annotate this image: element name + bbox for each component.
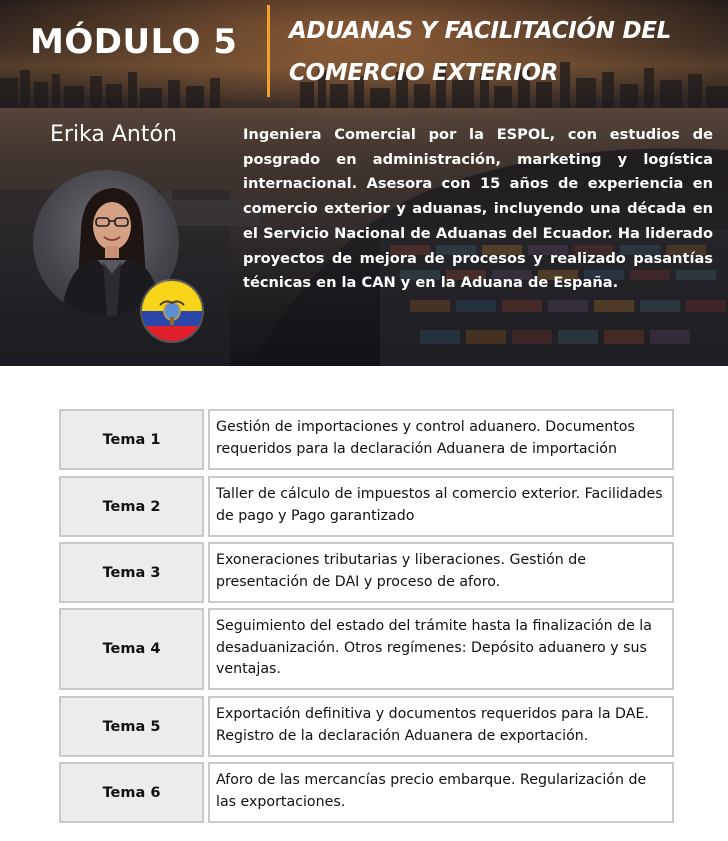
topic-description-cell (208, 696, 674, 757)
topic-label-cell (59, 696, 204, 757)
topic-description-cell (208, 476, 674, 537)
speaker-name: Erika Antón (50, 122, 177, 147)
topic-description-cell (208, 608, 674, 690)
topic-label-cell (59, 409, 204, 470)
speaker-bio: Ingeniera Comercial por la ESPOL, con estudios de posgrado en administración, marketing y logística internacional. Asesora con 15 años de experiencia en comercio exterior y aduanas, incluyendo una década en el Servicio Nacional de Aduanas del Ecuador. Ha liderado proyectos de mejora de procesos y realizado pasantías técnicas en la CAN y en la Aduana de España. (243, 126, 713, 292)
topic-label-cell (59, 762, 204, 823)
topic-row-4 (59, 608, 674, 690)
module-title: MÓDULO 5 (30, 22, 238, 62)
ecuador-flag-icon (142, 281, 202, 341)
topic-description: Exportación definitiva y documentos requeridos para la DAE. Registro de la declaración Aduanera de exportación. (216, 706, 649, 744)
topic-description-cell (208, 762, 674, 823)
topic-description: Exoneraciones tributarias y liberaciones. Gestión de presentación de DAI y proceso de aforo. (216, 552, 586, 590)
hero-banner (0, 0, 728, 366)
topic-row-5 (59, 696, 674, 757)
topic-row-2 (59, 476, 674, 537)
topic-label: Tema 5 (102, 718, 161, 735)
topic-label: Tema 6 (102, 784, 161, 801)
topic-description-cell (208, 409, 674, 470)
title-divider (267, 5, 270, 97)
topic-description: Taller de cálculo de impuestos al comercio exterior. Facilidades de pago y Pago garantizado (216, 486, 663, 524)
topic-label: Tema 1 (102, 431, 161, 448)
topic-label: Tema 3 (102, 564, 161, 581)
topic-label: Tema 4 (102, 641, 161, 657)
topic-row-6 (59, 762, 674, 823)
flag-graphic (142, 281, 202, 341)
topic-row-3 (59, 542, 674, 603)
module-subtitle: ADUANAS Y FACILITACIÓN DEL COMERCIO EXTERIOR (289, 18, 672, 86)
topic-description: Aforo de las mercancías precio embarque. Regularización de las exportaciones. (216, 772, 647, 810)
topic-label: Tema 2 (102, 498, 161, 515)
topic-description: Seguimiento del estado del trámite hasta la finalización de la desaduanización. Otros regímenes: Depósito aduanero y sus ventajas. (216, 618, 652, 677)
topic-description-cell (208, 542, 674, 603)
topic-label-cell (59, 542, 204, 603)
topic-label-cell (59, 608, 204, 690)
topic-row-1 (59, 409, 674, 470)
topic-label-cell (59, 476, 204, 537)
topic-description: Gestión de importaciones y control aduanero. Documentos requeridos para la declaración Aduanera de importación (216, 419, 635, 457)
